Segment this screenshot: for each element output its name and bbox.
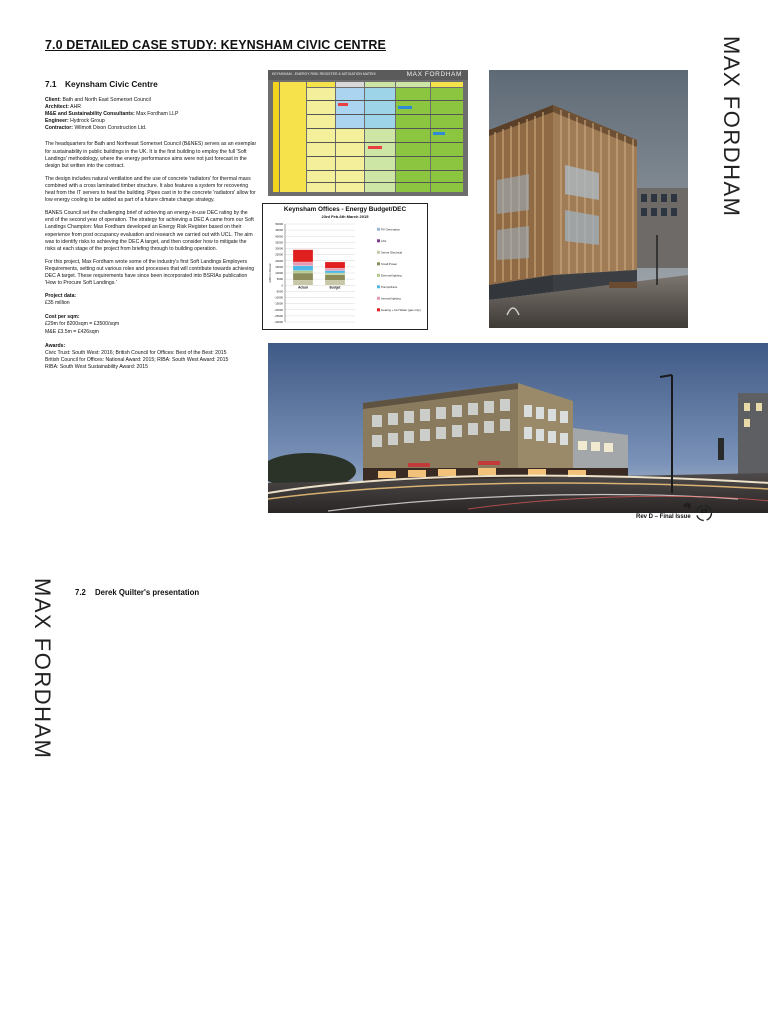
page-number: 13 <box>700 509 708 515</box>
chart-legend-swatch <box>377 228 380 231</box>
chart-tick-label: -5000 <box>275 289 283 294</box>
chart-bar-label: Budget <box>329 285 341 290</box>
chart-tick-label: 40000 <box>275 234 283 239</box>
section-title: Derek Quilter's presentation <box>95 588 200 597</box>
section-title: Keynsham Civic Centre <box>65 79 158 89</box>
chart-tick-label: 45000 <box>275 228 283 233</box>
chart-legend-swatch <box>377 308 380 311</box>
chart-tick-label: 15000 <box>275 264 283 269</box>
paragraph-2: The design includes natural ventilation and the use of concrete 'radiators' for thermal mass combined with a cross laminated timber structure. It also features a system for recovering heat from the IT servers to heat the building. Pipes cast in to the concrete 'radiators' allow for low energy cooling to be added as part of a future climate change strategy. <box>45 175 256 204</box>
section-number: 7.2 <box>75 588 86 597</box>
contractor-line: Contractor: Wilmott Dixon Construction Ltd. <box>45 125 147 132</box>
chart-legend-label: PV Generation <box>381 227 400 232</box>
chart-legend-label: Lifts <box>381 239 387 244</box>
risk-matrix-image <box>268 70 468 196</box>
chart-legend-swatch <box>377 297 380 300</box>
chart-tick-label: -10000 <box>274 295 283 300</box>
chart-legend-swatch <box>377 239 380 242</box>
project-data-value: £35 million <box>45 300 70 307</box>
chart-tick-label: 30000 <box>275 246 283 251</box>
section-number: 7.1 <box>45 79 57 89</box>
chart-bar-segment <box>293 250 313 262</box>
engineer-line: Engineer: Hydrock Group <box>45 118 105 125</box>
building-photo-dusk <box>268 343 768 513</box>
brand-logo-right: MAX FORDHAM <box>719 36 744 218</box>
chart-legend-label: Heating + Hot Water (gas only) <box>381 308 421 313</box>
chart-tick-label: -20000 <box>274 307 283 312</box>
matrix-title: KEYNSHAM - ENERGY RISK REGISTER & MITIGATION MATRIX <box>272 72 376 76</box>
case-study-text <box>45 97 257 371</box>
energy-budget-chart <box>262 203 428 330</box>
matrix-logo: MAX FORDHAM <box>406 71 462 78</box>
client-line: Client: Bath and North East Somerset Council <box>45 97 151 103</box>
chart-tick-label: 35000 <box>275 240 283 245</box>
chart-bar-segment <box>325 268 345 270</box>
chart-legend-swatch <box>377 274 380 277</box>
cost-label: Cost per sqm: <box>45 314 80 321</box>
paragraph-3: BANES Council set the challenging brief of achieving an energy-in-use DEC rating by the end of the second year of operation. The strategy for achieving a DEC A came from our Soft Landings Champion: Max Fordham developed an Energy Risk Register based on their experience from post occupancy evaluation and research we carried out with UCL. The aim was to identify risks to achieving the DEC A target, and then consider how to mitigate the risks at each stage of the project from briefing through to building operation. <box>45 210 254 252</box>
brand-logo-left: MAX FORDHAM <box>30 578 55 760</box>
chart-tick-label: 50000 <box>275 222 283 226</box>
chart-subtitle: 23rd Feb-6th March 2015 <box>321 214 369 219</box>
chart-tick-label: 20000 <box>275 258 283 263</box>
chart-bar-segment <box>325 262 345 268</box>
paragraph-4: For this project, Max Fordham wrote some of the industry's first Soft Landings Employers Requirements, setting out various roles and processes that will contribute towards achieving DEC A target. These requirements have since been incorporated into BSRIAs publication 'How to Procure Soft Landings.' <box>45 258 255 287</box>
chart-tick-label: -25000 <box>274 313 283 318</box>
chart-bar-label: Actual <box>298 285 308 290</box>
paragraph-1: The headquarters for Bath and Northeast Somerset Council (B&NES) serves as an exemplar for sustainability in public buildings in the UK. It is the first building to employ the full 'Soft Landings' methodology, where the energy performance aims were not just forecast in the design but written into the contract. <box>45 141 257 169</box>
footer-line-1: dy <box>684 503 692 509</box>
chart-bar-segment <box>293 271 313 273</box>
page-title: 7.0 DETAILED CASE STUDY: KEYNSHAM CIVIC CENTRE <box>45 38 386 52</box>
building-photo-corner <box>489 70 688 328</box>
awards-line-2: British Council for Offices: National Award: 2015; RIBA: South West Award: 2015 <box>45 356 229 363</box>
section-heading-7-1 <box>45 79 158 89</box>
chart-legend-swatch <box>377 285 380 288</box>
chart-legend-label: External lighting <box>381 273 402 278</box>
chart-tick-label: 10000 <box>275 271 283 275</box>
cost-line-1: £29m for 8200sqm = £3500/sqm <box>45 321 120 328</box>
chart-y-axis-label: kWh in Period <box>268 263 272 283</box>
chart-plot <box>263 204 427 329</box>
chart-tick-label: 0 <box>281 283 283 288</box>
matrix-header <box>268 70 468 80</box>
awards-label: Awards: <box>45 342 66 349</box>
chart-tick-label: -30000 <box>274 320 283 324</box>
consultant-line: M&E and Sustainability Consultants: Max Fordham LLP <box>45 111 179 118</box>
chart-bar-segment <box>293 262 313 266</box>
section-heading-7-2 <box>75 588 199 597</box>
chart-legend-swatch <box>377 262 380 265</box>
chart-tick-label: 5000 <box>276 277 283 282</box>
chart-bar-segment <box>325 273 345 275</box>
awards-line-1: Civic Trust: South West: 2016; British Council for Offices: Best of the Best: 2015 <box>45 349 227 356</box>
chart-tick-label: 25000 <box>275 252 283 257</box>
chart-legend-label: Pumps/Fans <box>381 285 398 290</box>
project-data-label: Project data: <box>45 293 77 300</box>
chart-legend-label: Server Electrical <box>381 250 403 255</box>
chart-bar-segment <box>293 273 313 280</box>
chart-tick-label: -15000 <box>274 301 283 306</box>
cost-line-2: M&E £3.5m = £426sqm <box>45 328 99 335</box>
chart-legend-swatch <box>377 251 380 254</box>
architect-line: Architect: AHR <box>45 104 82 111</box>
page-number-badge <box>694 503 714 523</box>
footer-revision: Rev D – Final Issue <box>636 514 691 520</box>
awards-line-3: RIBA: South West Sustainability Award: 2015 <box>45 363 148 370</box>
chart-bar-segment <box>293 266 313 271</box>
chart-bar-segment <box>325 271 345 273</box>
chart-legend-label: Small Power <box>381 262 398 267</box>
chart-legend-label: Internal lighting <box>381 296 401 301</box>
chart-bar-segment <box>325 275 345 281</box>
chart-title: Keynsham Offices - Energy Budget/DEC <box>283 206 407 213</box>
